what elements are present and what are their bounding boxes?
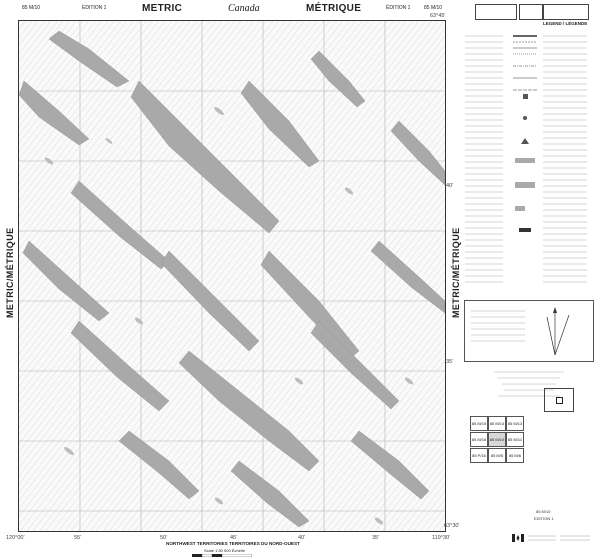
header-title-left: METRIC	[142, 3, 183, 14]
bottom-map-code: 85 M/10	[536, 509, 551, 514]
index-cell-current: 85 M/10	[488, 432, 506, 447]
coord-bottom-right-long: 119°30'	[432, 535, 451, 541]
government-logo	[512, 530, 592, 554]
index-cell: 85 M/11	[506, 432, 524, 447]
header-edition-right: ÉDITION 1	[386, 5, 411, 11]
side-title-left: METRIC/MÉTRIQUE	[5, 227, 15, 318]
legend-panel	[463, 4, 591, 294]
flag-icon	[512, 530, 592, 554]
bottom-tick: 45'	[230, 535, 238, 541]
bottom-tick: 35'	[372, 535, 380, 541]
legend-info-box	[519, 4, 543, 20]
footer-district: NORTHWEST TERRITORIES TERRITOIRES DU NORD-OUEST	[166, 541, 300, 546]
map-frame	[18, 20, 446, 532]
right-tick: 35'	[446, 359, 454, 365]
scale-bar	[192, 554, 252, 557]
legend-info-box	[543, 4, 589, 20]
declination-diagram	[464, 300, 594, 362]
declination-arrows	[465, 301, 593, 361]
side-title-right: METRIC/MÉTRIQUE	[451, 227, 461, 318]
header-edition-left: EDITION 1	[82, 5, 107, 11]
right-tick: 40'	[446, 183, 454, 189]
coord-bottom-left: 120°00'	[6, 535, 25, 541]
index-cell: 85 P/16	[470, 448, 488, 463]
header-left-code: 85 M/10	[22, 5, 41, 11]
index-cell: 85 M/13	[506, 416, 524, 431]
header-right-code: 85 M/10	[424, 5, 443, 11]
index-cell: 85 M/6	[506, 448, 524, 463]
bottom-edition: EDITION 1	[534, 516, 554, 521]
location-inset	[544, 388, 574, 412]
index-cell: 85 M/5	[488, 448, 506, 463]
map-body	[19, 21, 445, 531]
legend-symbols	[463, 32, 591, 294]
bottom-tick: 55'	[74, 535, 82, 541]
coord-top-right: 63°45'	[430, 13, 446, 19]
index-cell: 85 M/14	[488, 416, 506, 431]
footer-scale: Scale 1:50 000 Échelle	[204, 548, 245, 553]
bottom-tick: 50'	[160, 535, 168, 541]
index-cell: 85 M/15	[470, 416, 488, 431]
index-cell: 85 M/16	[470, 432, 488, 447]
bottom-tick: 40'	[298, 535, 306, 541]
location-marker	[556, 397, 563, 404]
legend-title: LEGEND / LÉGENDE	[543, 21, 588, 26]
nts-index-grid	[468, 412, 548, 476]
canada-wordmark: Canada	[228, 3, 260, 14]
header-title-right: MÉTRIQUE	[306, 3, 362, 14]
legend-rows	[463, 32, 591, 294]
coord-bottom-right: 63°30'	[444, 523, 460, 529]
map-footer	[18, 542, 444, 558]
legend-info-box	[475, 4, 517, 20]
